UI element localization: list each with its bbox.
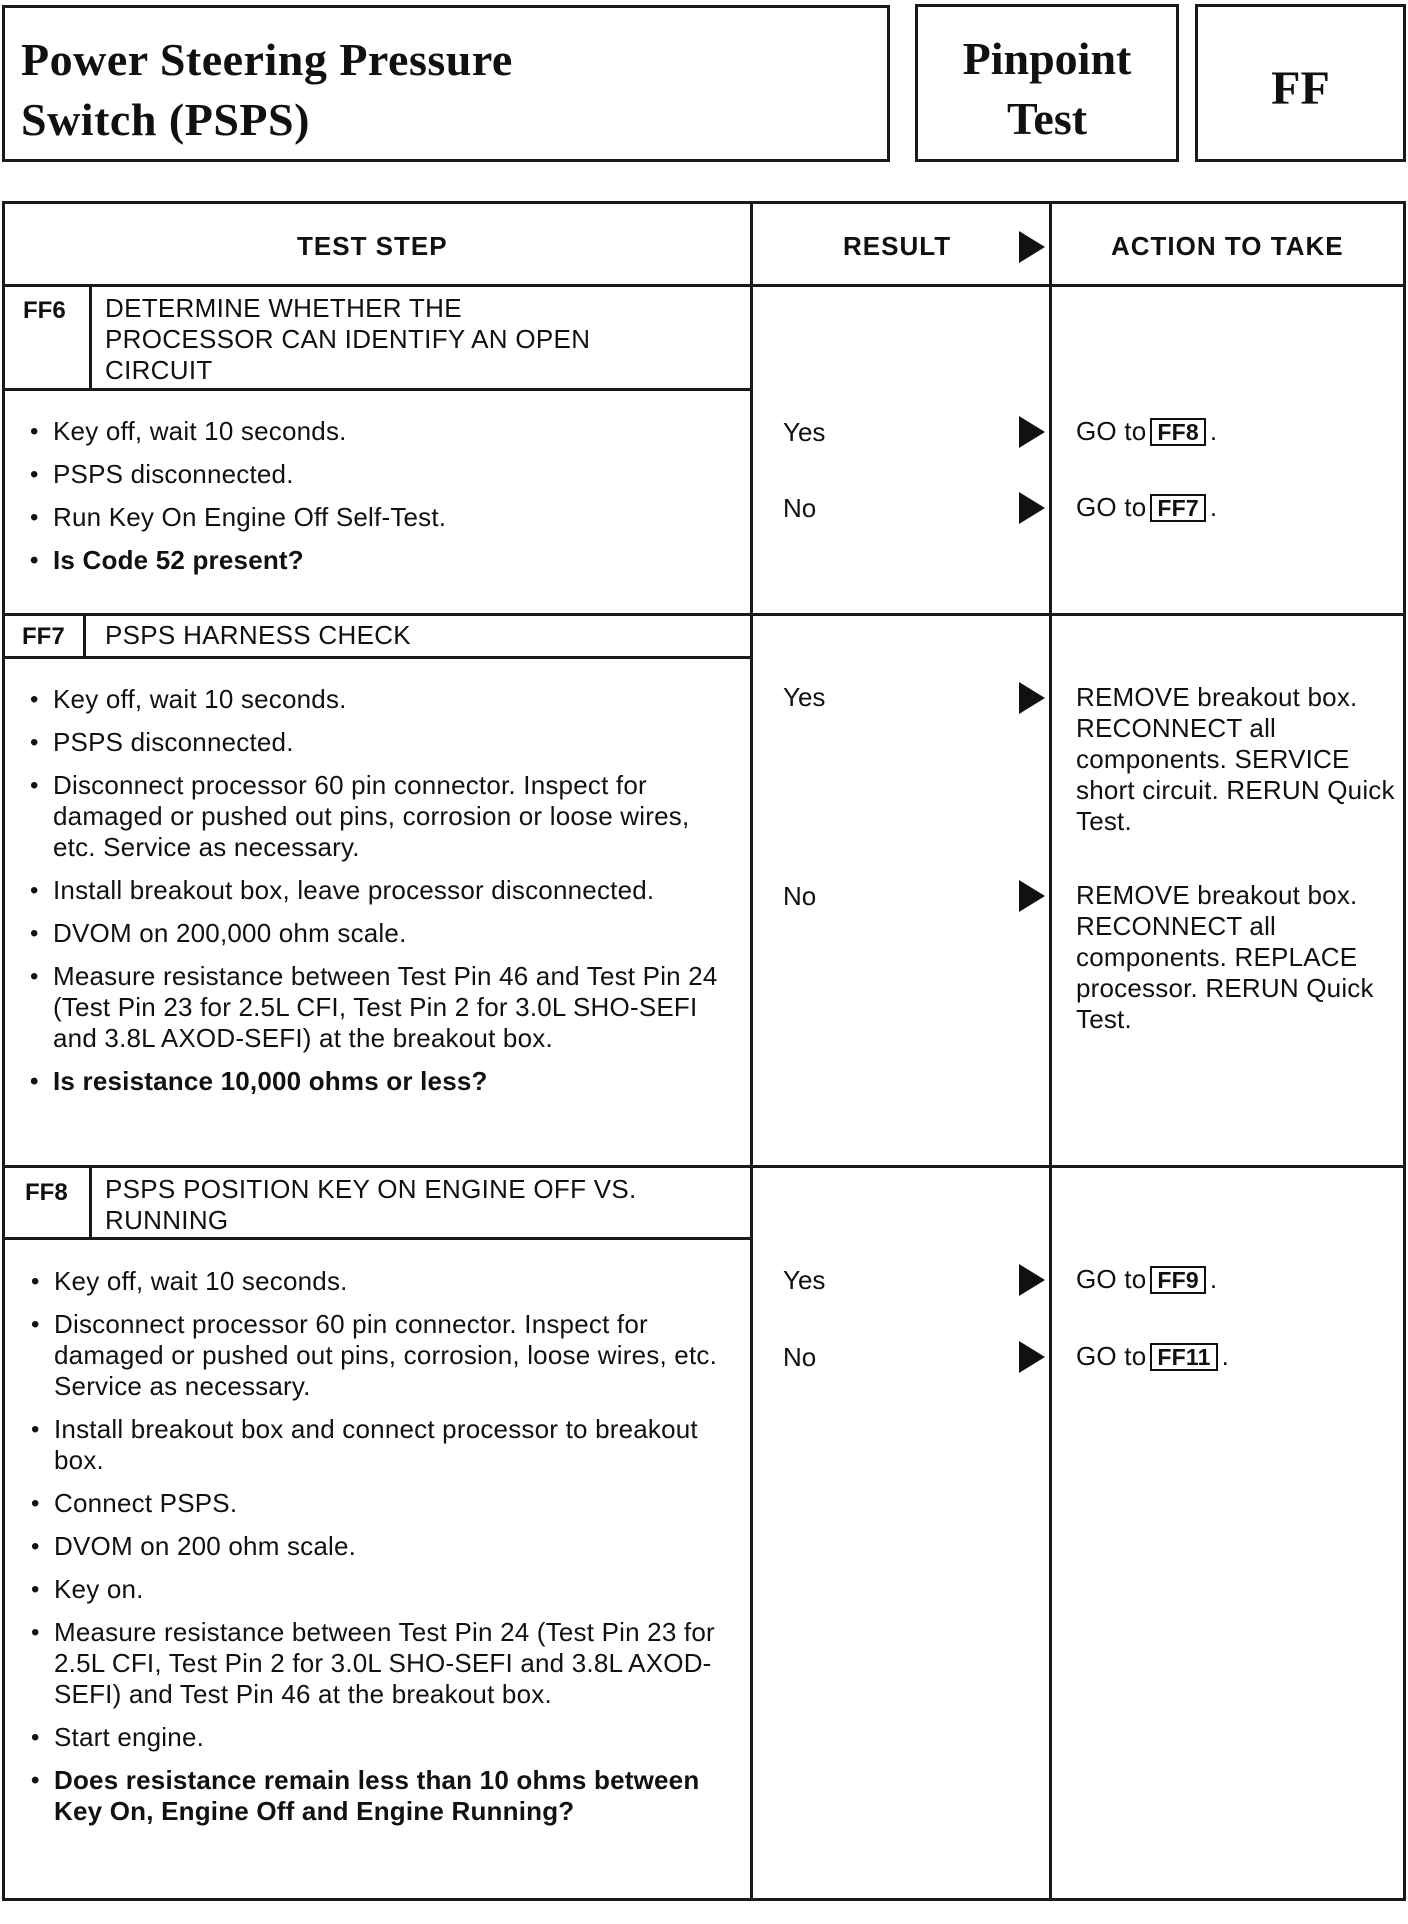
list-item: • Disconnect processor 60 pin connector. Inspect for damaged or pushed out pins, corrosion or loose wires, etc. Service as necessary. xyxy=(26,770,736,863)
list-item: • PSPS disconnected. xyxy=(26,459,736,490)
result-arrow-icon xyxy=(1019,1341,1045,1373)
list-item: • PSPS disconnected. xyxy=(26,727,736,758)
list-item: • Disconnect processor 60 pin connector. Inspect for damaged or pushed out pins, corrosion, loose wires, etc. Service as necessary. xyxy=(27,1309,737,1402)
list-item: • DVOM on 200 ohm scale. xyxy=(27,1531,737,1562)
step-question: • Is Code 52 present? xyxy=(26,545,736,576)
column-header-action: ACTION TO TAKE xyxy=(1111,231,1344,261)
column-header-result: RESULT xyxy=(843,231,952,261)
step-question: • Is resistance 10,000 ohms or less? xyxy=(26,1066,736,1097)
list-item: • Connect PSPS. xyxy=(27,1488,737,1519)
column-divider xyxy=(750,204,753,1898)
step-reference[interactable]: FF7 xyxy=(1150,494,1206,522)
test-code-box xyxy=(1195,4,1406,162)
step-id-divider xyxy=(89,284,92,390)
column-divider xyxy=(1049,204,1052,1898)
step-ff6-instructions xyxy=(26,416,736,588)
step-id-ff8: FF8 xyxy=(25,1179,68,1206)
step-title-ff6: DETERMINE WHETHER THE PROCESSOR CAN IDENTIFY AN OPEN CIRCUIT xyxy=(105,293,591,385)
list-item: • Key off, wait 10 seconds. xyxy=(26,684,736,715)
action-goto: GO to FF11 . xyxy=(1076,1341,1230,1371)
list-item: • Key off, wait 10 seconds. xyxy=(26,416,736,447)
header-divider xyxy=(5,284,1403,287)
step-divider xyxy=(5,1165,1403,1168)
result-no: No xyxy=(783,493,817,523)
action-goto: GO to FF9 . xyxy=(1076,1264,1218,1294)
pinpoint-label: Pinpoint xyxy=(962,33,1132,84)
list-item: • Measure resistance between Test Pin 46 and Test Pin 24 (Test Pin 23 for 2.5L CFI, Test Pin 2 for 3.0L SHO-SEFI and 3.8L AXOD-SEFI) at the breakout box. xyxy=(26,961,736,1054)
result-arrow-icon xyxy=(1019,231,1045,263)
step-id-ff6: FF6 xyxy=(23,297,66,324)
list-item: • Start engine. xyxy=(27,1722,737,1753)
list-item: • DVOM on 200,000 ohm scale. xyxy=(26,918,736,949)
list-item: • Measure resistance between Test Pin 24 (Test Pin 23 for 2.5L CFI, Test Pin 2 for 3.0L SHO-SEFI and 3.8L AXOD-SEFI) and Test Pin 46 at the breakout box. xyxy=(27,1617,737,1710)
step-title-divider xyxy=(5,388,751,391)
test-label: Test xyxy=(1006,93,1088,144)
result-yes: Yes xyxy=(783,1265,826,1295)
result-arrow-icon xyxy=(1019,682,1045,714)
list-item: • Run Key On Engine Off Self-Test. xyxy=(26,502,736,533)
result-arrow-icon xyxy=(1019,880,1045,912)
step-question: • Does resistance remain less than 10 ohms between Key On, Engine Off and Engine Running? xyxy=(27,1765,737,1827)
list-item: • Install breakout box, leave processor disconnected. xyxy=(26,875,736,906)
step-ff8-instructions xyxy=(27,1266,737,1839)
result-no: No xyxy=(783,881,817,911)
step-title-ff8: PSPS POSITION KEY ON ENGINE OFF VS. RUNNING xyxy=(105,1174,637,1235)
result-no: No xyxy=(783,1342,817,1372)
result-arrow-icon xyxy=(1019,492,1045,524)
result-yes: Yes xyxy=(783,682,826,712)
list-item: • Key on. xyxy=(27,1574,737,1605)
action-text: REMOVE breakout box. RECONNECT all components. REPLACE processor. RERUN Quick Test. xyxy=(1076,880,1374,1034)
action-goto: GO to FF8 . xyxy=(1076,416,1218,446)
pinpoint-test-table xyxy=(2,201,1406,1901)
result-yes: Yes xyxy=(783,417,826,447)
step-divider xyxy=(5,613,1403,616)
step-reference[interactable]: FF11 xyxy=(1150,1343,1217,1371)
action-text: REMOVE breakout box. RECONNECT all components. SERVICE short circuit. RERUN Quick Test. xyxy=(1076,682,1395,836)
result-arrow-icon xyxy=(1019,416,1045,448)
step-id-divider xyxy=(89,1165,92,1239)
result-arrow-icon xyxy=(1019,1264,1045,1296)
test-code: FF xyxy=(1271,62,1330,115)
list-item: • Key off, wait 10 seconds. xyxy=(27,1266,737,1297)
step-reference[interactable]: FF8 xyxy=(1150,418,1206,446)
step-title-ff7: PSPS HARNESS CHECK xyxy=(105,620,411,650)
step-id-ff7: FF7 xyxy=(22,623,65,650)
step-title-divider xyxy=(5,656,751,659)
pinpoint-test-box xyxy=(915,4,1179,162)
title-box xyxy=(2,5,890,162)
page-title: Power Steering Pressure Switch (PSPS) xyxy=(21,34,513,145)
step-ff7-instructions xyxy=(26,684,736,1109)
action-goto: GO to FF7 . xyxy=(1076,492,1218,522)
step-title-divider xyxy=(5,1237,751,1240)
column-header-test-step: TEST STEP xyxy=(297,231,448,261)
step-id-divider xyxy=(83,613,86,658)
list-item: • Install breakout box and connect processor to breakout box. xyxy=(27,1414,737,1476)
step-reference[interactable]: FF9 xyxy=(1150,1266,1206,1294)
